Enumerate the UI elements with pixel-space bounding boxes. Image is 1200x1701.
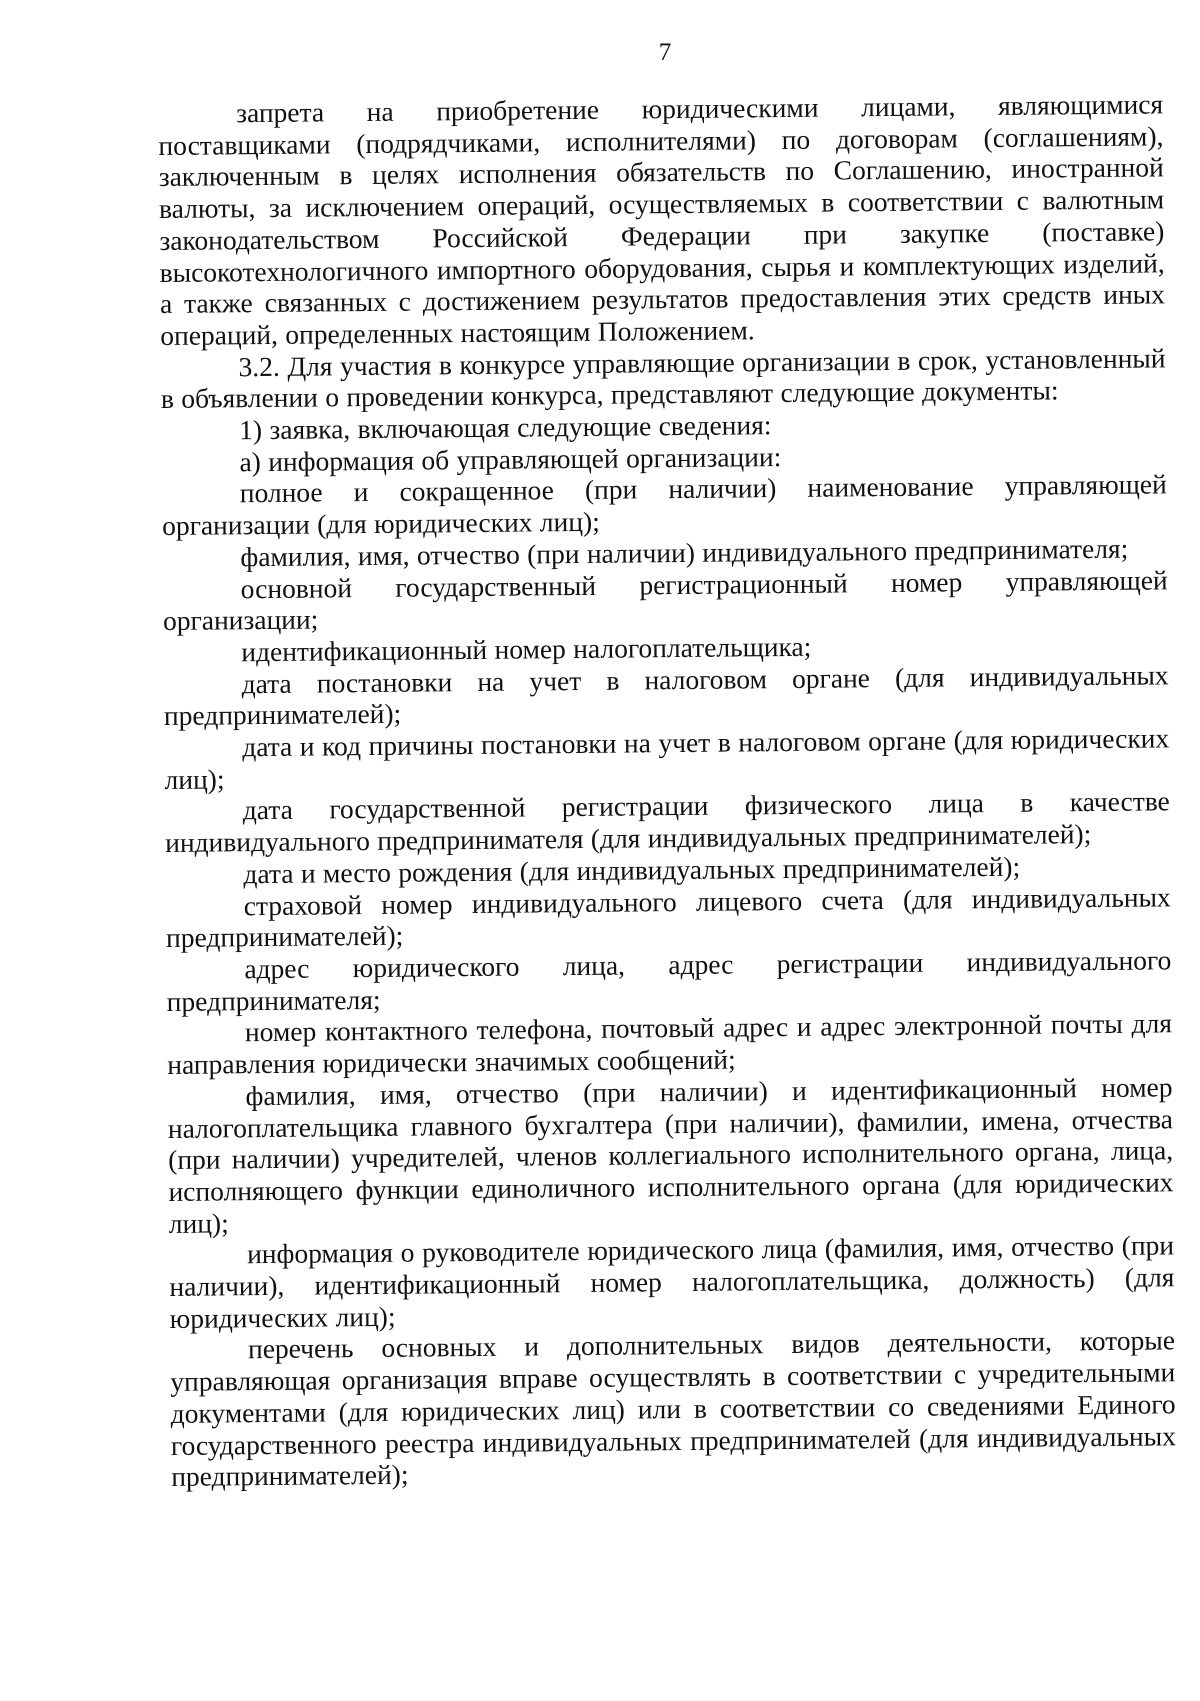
paragraph-address: адрес юридического лица, адрес регистрации индивидуального предпринимателя; <box>166 944 1172 1017</box>
paragraph-kpp: дата и код причины постановки на учет в налоговом органе (для юридических лиц); <box>164 722 1170 795</box>
paragraph-inn: идентификационный номер налогоплательщика; <box>241 630 812 668</box>
paragraph-state-registration-date: дата государственной регистрации физического лица в качестве индивидуального предпринимателя (для индивидуальных предпринимателей); <box>164 785 1170 859</box>
paragraph-currency-restriction: запрета на приобретение юридическими лицами, являющимися поставщиками (подрядчиками, исполнителями) по договорам (соглашениям), заключенным в целях исполнения обязательств по Соглашению, иностранной валюты, за исключением операций, осуществляемых в соответствии с валютным законодательством Российской Федерации при закупке (поставке) высокотехнологичного импортного оборудования, сырья и комплектующих изделий, а также связанных с достижением результатов предоставления этих средств иных операций, определенных настоящим Положением. <box>158 88 1166 351</box>
paragraph-3-2-documents: 3.2. Для участия в конкурсе управляющие организации в срок, установленный в объявлении о проведении конкурса, представляют следующие документы: <box>160 341 1166 415</box>
paragraph-accountant-founders: фамилия, имя, отчество (при наличии) и идентификационный номер налогоплательщика главного бухгалтера (при наличии), фамилии, имена, отчества (при наличии) учредителей, членов коллегиального исполнительного органа, лица, исполняющего функции единоличного исполнительного органа (для юридических лиц); <box>167 1071 1174 1239</box>
paragraph-director-info: информация о руководителе юридического лица (фамилия, имя, отчество (при наличии), идентификационный номер налогоплательщика, должность) (для юридических лиц); <box>169 1229 1175 1334</box>
paragraph-tax-registration-date: дата постановки на учет в налоговом органе (для индивидуальных предпринимателей); <box>163 658 1169 732</box>
paragraph-full-name: полное и сокращенное (при наличии) наименование управляющей организации (для юридических лиц); <box>161 468 1167 542</box>
page-number: 7 <box>658 39 672 66</box>
paragraph-application-item-1: 1) заявка, включающая следующие сведения: <box>239 409 772 446</box>
paragraph-ogrn: основной государственный регистрационный номер управляющей организации; <box>162 563 1168 637</box>
paragraph-organization-info: а) информация об управляющей организации: <box>239 440 782 477</box>
paragraph-entrepreneur-name: фамилия, имя, отчество (при наличии) индивидуального предпринимателя; <box>240 532 1129 573</box>
paragraph-birth-date-place: дата и место рождения (для индивидуальных предпринимателей); <box>243 850 1021 890</box>
paragraph-contacts: номер контактного телефона, почтовый адрес и адрес электронной почты для направления юридически значимых сообщений; <box>167 1007 1173 1081</box>
document-body <box>158 88 1176 1493</box>
paragraph-snils: страховой номер индивидуального лицевого счета (для индивидуальных предпринимателей); <box>165 880 1171 954</box>
paragraph-activity-types: перечень основных и дополнительных видов деятельности, которые управляющая организация вправе осуществлять в соответствии с учредительными документами (для юридических лиц) или в соответствии со сведениями Единого государственного реестра индивидуальных предпринимателей (для индивидуальных предпринимателей); <box>170 1324 1177 1493</box>
